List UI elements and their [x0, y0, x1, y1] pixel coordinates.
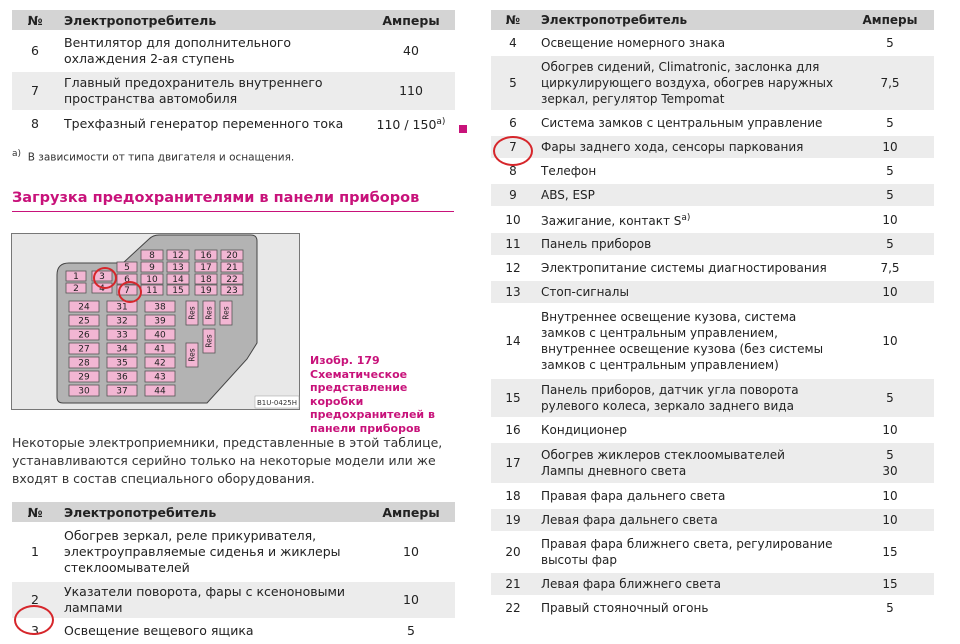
amps-value	[846, 533, 934, 571]
header-consumer: Электропотребитель	[535, 10, 846, 30]
reserve-label: Res	[204, 334, 214, 348]
amps-value	[846, 208, 934, 231]
fuse-number: 13	[491, 281, 535, 303]
fuse-label: 35	[116, 358, 128, 369]
consumer-name	[535, 419, 846, 441]
table-row	[491, 233, 934, 255]
fuse-label: 37	[116, 386, 128, 397]
amps-text: 5	[886, 36, 894, 50]
consumer-name	[535, 485, 846, 507]
fuse-label: 41	[154, 344, 166, 355]
table-row	[491, 485, 934, 507]
fuse-number: 8	[31, 116, 39, 131]
table-row	[491, 32, 934, 54]
fuse-number: 21	[491, 573, 535, 595]
fuse-label: 26	[78, 330, 90, 341]
consumer-name: Трехфазный генератор переменного тока	[64, 116, 344, 131]
fuse-label: 31	[116, 302, 128, 313]
footnote-text: В зависимости от типа двигателя и оснащения.	[27, 151, 295, 164]
table-row	[491, 281, 934, 303]
table-row	[491, 160, 934, 182]
table-header	[12, 10, 455, 30]
consumer-name	[535, 184, 846, 206]
fuse-label: 36	[116, 372, 128, 383]
consumer-name: Главный предохранитель внутреннего пространства автомобиля	[58, 72, 367, 110]
fuse-label: 29	[78, 372, 90, 383]
consumer-name	[535, 233, 846, 255]
consumer-text: Правая фара ближнего света, регулирование высоты фар	[541, 537, 833, 567]
fuse-label: 18	[200, 275, 212, 286]
table-row	[491, 208, 934, 231]
table-row	[491, 379, 934, 417]
consumer-name: Обогрев зеркал, реле прикуривателя, электроуправляемые сиденья и жиклеры стеклоомывателей	[64, 528, 341, 575]
amps-value	[846, 379, 934, 417]
table-row	[491, 136, 934, 158]
table-row	[12, 112, 455, 136]
section-divider	[12, 211, 454, 212]
table-header	[491, 10, 934, 30]
header-consumer: Электропотребитель	[58, 502, 367, 522]
amps-text: 10	[882, 285, 898, 299]
consumer-text: Освещение номерного знака	[541, 36, 726, 50]
amps-value: 5	[407, 623, 415, 638]
fuse-number: 7	[491, 136, 535, 158]
consumer-text: Левая фара дальнего света	[541, 513, 718, 527]
amps-text: 7,5	[880, 76, 900, 90]
consumer-text: Стоп-сигналы	[541, 285, 629, 299]
table-row	[491, 533, 934, 571]
fuse-number: 19	[491, 509, 535, 531]
fuse-label: 10	[146, 275, 158, 286]
magenta-marker	[459, 125, 467, 133]
consumer-name	[535, 136, 846, 158]
consumer-text: Фары заднего хода, сенсоры паркования	[541, 140, 804, 154]
fuse-label: 42	[154, 358, 166, 369]
fuse-label: 21	[226, 263, 238, 274]
consumer-text: Электропитание системы диагностирования	[541, 261, 827, 275]
amps-value: 40	[403, 43, 419, 58]
consumer-name	[535, 443, 846, 483]
amps-value	[846, 597, 934, 619]
fuse-number: 2	[12, 582, 58, 618]
amps-text: 5	[886, 164, 894, 178]
amps-text: 10	[882, 489, 898, 503]
fuse-label: 34	[116, 344, 128, 355]
amps-text: 10	[882, 513, 898, 527]
consumer-name	[535, 32, 846, 54]
figure-code: B1U-0425H	[257, 399, 297, 407]
fuse-number: 1	[31, 544, 39, 559]
amps-text: 7,5	[880, 261, 900, 275]
consumer-name	[535, 533, 846, 571]
consumer-text: Правый стояночный огонь	[541, 601, 709, 615]
fuse-label: 13	[172, 263, 184, 274]
fuse-number: 20	[505, 545, 521, 559]
amps-value: 10	[367, 582, 455, 618]
consumer-name	[535, 573, 846, 595]
fuse-label: 44	[154, 386, 166, 397]
amps-value	[846, 281, 934, 303]
fuse-label: 20	[226, 251, 238, 262]
amps-text-2: 30	[882, 464, 898, 478]
header-num: №	[491, 10, 535, 30]
amps-value: 10	[403, 544, 419, 559]
table-row	[491, 305, 934, 377]
fuse-label: 4	[99, 284, 105, 295]
fuse-label: 3	[99, 272, 105, 283]
footnote-mark: a)	[681, 213, 691, 223]
fuse-label: 40	[154, 330, 166, 341]
consumer-name	[535, 257, 846, 279]
amps-main: 110 / 150	[376, 117, 437, 133]
fuse-label: 19	[200, 286, 212, 297]
fuse-number: 8	[509, 164, 517, 178]
consumer-name	[535, 208, 846, 231]
consumer-name	[535, 281, 846, 303]
fuse-number: 10	[505, 212, 521, 227]
fuse-number: 22	[505, 601, 521, 615]
fuse-number: 15	[491, 379, 535, 417]
section-title: Загрузка предохранителями в панели приборов	[12, 190, 420, 206]
table-row	[491, 597, 934, 619]
table-row	[491, 257, 934, 279]
fuse-number: 3	[31, 623, 39, 638]
table-row	[12, 72, 455, 110]
amps-text: 5	[886, 391, 894, 405]
consumer-text: Обогрев сидений, Climatronic, заслонка для циркулирующего воздуха, обогрев наружных зеркал, регулятор Tempomat	[541, 60, 834, 106]
header-num: №	[12, 502, 58, 522]
fuse-label: 5	[124, 263, 130, 274]
amps-text: 5	[886, 601, 894, 615]
fuse-label: 27	[78, 344, 90, 355]
amps-text: 10	[882, 140, 898, 154]
amps-value	[846, 112, 934, 134]
consumer-text: Панель приборов, датчик угла поворота рулевого колеса, зеркало заднего вида	[541, 383, 799, 413]
amps-value	[846, 305, 934, 377]
fuse-number: 7	[12, 72, 58, 110]
consumer-text: Зажигание, контакт S	[541, 214, 682, 228]
footnote	[12, 149, 294, 164]
reserve-label: Res	[204, 306, 214, 320]
consumer-text: Обогрев жиклеров стеклоомывателей	[541, 448, 785, 462]
footnote-mark: a)	[12, 149, 22, 159]
consumer-text: Панель приборов	[541, 237, 652, 251]
amps-value	[367, 112, 455, 136]
fuse-label: 28	[78, 358, 90, 369]
reserve-label: Res	[187, 306, 197, 320]
consumer-text: Внутреннее освещение кузова, система замков с центральным управлением, внутреннее освещение кузова (без системы замков с центральным управлением)	[541, 310, 824, 372]
consumer-name: Указатели поворота, фары с ксеноновыми лампами	[58, 582, 367, 618]
fuse-label: 32	[116, 316, 128, 327]
amps-value	[846, 160, 934, 182]
fuse-number: 14	[505, 334, 521, 348]
table-row	[491, 184, 934, 206]
header-amps: Амперы	[367, 10, 455, 30]
table-row	[491, 56, 934, 110]
amps-text: 5	[886, 188, 894, 202]
fuse-label: 33	[116, 330, 128, 341]
fuse-label: 23	[226, 286, 238, 297]
consumer-text: Кондиционер	[541, 423, 627, 437]
consumer-text: Система замков с центральным управление	[541, 116, 823, 130]
consumer-text: Телефон	[541, 164, 597, 178]
consumer-name	[535, 509, 846, 531]
consumer-name: Освещение вещевого ящика	[64, 623, 254, 638]
consumer-name	[535, 160, 846, 182]
amps-value	[846, 136, 934, 158]
fuse-label: 15	[172, 286, 184, 297]
amps-text: 15	[882, 545, 898, 559]
fuse-label: 24	[78, 302, 90, 313]
fuse-label: 6	[124, 275, 130, 286]
consumer-name: Вентилятор для дополнительного охлаждения 2-ая ступень	[64, 35, 292, 66]
consumer-text: ABS, ESP	[541, 188, 595, 202]
amps-text: 5	[886, 116, 894, 130]
table-row	[12, 524, 455, 580]
table-header	[12, 502, 455, 522]
fuse-table-top-left	[12, 8, 455, 138]
fuse-number: 6	[31, 43, 39, 58]
fuse-label: 7	[124, 286, 130, 297]
fuse-table-bottom-left	[12, 500, 455, 644]
consumer-name	[535, 305, 846, 377]
table-row	[12, 32, 455, 70]
header-amps: Амперы	[367, 502, 455, 522]
fuse-label: 17	[200, 263, 212, 274]
fuse-number: 4	[509, 36, 517, 50]
table-row	[491, 112, 934, 134]
fuse-label: 16	[200, 251, 212, 262]
fuse-label: 2	[73, 284, 79, 295]
header-consumer: Электропотребитель	[58, 10, 367, 30]
amps-value	[846, 233, 934, 255]
fuse-number: 11	[491, 233, 535, 255]
table-row	[491, 509, 934, 531]
consumer-name	[535, 597, 846, 619]
reserve-label: Res	[187, 348, 197, 362]
consumer-name	[535, 56, 846, 110]
amps-value	[846, 56, 934, 110]
amps-value	[846, 485, 934, 507]
fuse-label: 22	[226, 275, 238, 286]
table-row	[12, 582, 455, 618]
amps-value	[846, 573, 934, 595]
amps-text: 10	[882, 334, 898, 348]
amps-text: 10	[882, 423, 898, 437]
fuse-label: 11	[146, 286, 158, 297]
info-paragraph: Некоторые электроприемники, представленные в этой таблице, устанавливаются серийно только на некоторые модели или же входят в состав специального оборудования.	[12, 435, 443, 486]
header-amps: Амперы	[846, 10, 934, 30]
reserve-label: Res	[221, 306, 231, 320]
fuse-number: 5	[491, 56, 535, 110]
consumer-name	[535, 112, 846, 134]
fuse-label: 9	[149, 263, 155, 274]
fuse-label: 8	[149, 251, 155, 262]
fuse-label: 25	[78, 316, 90, 327]
table-row	[491, 443, 934, 483]
fuse-label: 1	[73, 272, 79, 283]
fuse-label: 30	[78, 386, 90, 397]
consumer-text-2: Лампы дневного света	[541, 464, 687, 478]
amps-text: 10	[882, 212, 898, 227]
fuse-number: 6	[509, 116, 517, 130]
amps-text: 5	[886, 237, 894, 251]
amps-footnote-mark: a)	[436, 117, 446, 128]
right-table-body	[491, 32, 934, 619]
figure-caption: Изобр. 179 Схематическое представление коробки предохранителей в панели приборов	[310, 354, 435, 435]
amps-value	[846, 419, 934, 441]
fuse-label: 39	[154, 316, 166, 327]
fuse-number: 16	[505, 423, 521, 437]
amps-value: 110	[367, 72, 455, 110]
fuse-box-diagram	[11, 233, 300, 410]
fuse-number: 9	[491, 184, 535, 206]
amps-value	[846, 257, 934, 279]
consumer-name	[535, 379, 846, 417]
fuse-label: 12	[172, 251, 184, 262]
header-num: №	[12, 10, 58, 30]
fuse-number: 12	[505, 261, 521, 275]
fuse-label: 38	[154, 302, 166, 313]
fuse-table-right	[491, 8, 934, 621]
amps-text: 15	[882, 577, 898, 591]
consumer-text: Левая фара ближнего света	[541, 577, 722, 591]
amps-value	[846, 32, 934, 54]
table-row	[491, 419, 934, 441]
amps-value	[846, 443, 934, 483]
fuse-number: 17	[491, 443, 535, 483]
amps-value	[846, 509, 934, 531]
amps-text: 5	[886, 448, 894, 462]
fuse-number: 18	[505, 489, 521, 503]
table-row	[12, 620, 455, 642]
table-row	[491, 573, 934, 595]
fuse-label: 14	[172, 275, 184, 286]
consumer-text: Правая фара дальнего света	[541, 489, 726, 503]
amps-value	[846, 184, 934, 206]
fuse-label: 43	[154, 372, 166, 383]
